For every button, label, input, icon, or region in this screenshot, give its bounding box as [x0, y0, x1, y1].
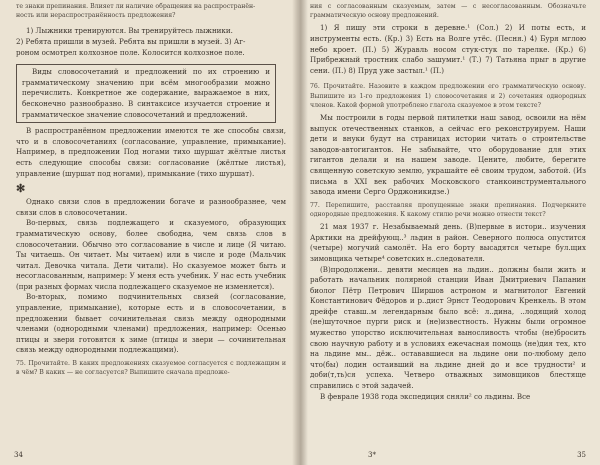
- page-number-right: 35: [577, 451, 586, 459]
- text-line: ность или нераспространённость предложения?: [16, 12, 176, 20]
- page-number-left: 34: [14, 451, 23, 459]
- right-page: [298, 0, 600, 465]
- exercise-77-text-part2: (В)продолжени.. девяти месяцев на льдин.. должны были жить и работать начальник полярной станции Иван Дмитриевич Папанин биолог Пётр Петрович Ширшов астроном и магнитолог Евгений Константинович Фёдоров и р..дист Эрнст Теодорович Кренкель. В этом дрейфе ставш..м легендарным было всё: л..дина, ..лодящий холод (не)шуточное пурги риск и (не)известность. Нужны были огромное мужество упорство исключительная выносливость чтобы (не)бросить свою научную работу и в условиях ежечасная помощь (не)дия тех, кто на льдине мы.. дёж.. остававшиеся на льдине они по-любому дело что(бы) лодин остаивший на льдине дней до и все трудности² и доби(т,ть)ся успеха. Четверо отважных зимовщиков блестяще справились с этой задачей.: [310, 264, 586, 391]
- paragraph-first-point: Во-первых, связь подлежащего и сказуемого, образующих грамматическую основу, более свободна, чем связь слов в словосочетании. Обычно это согласование в числе и лице (Я читаю. Ты читаешь. Он читает. Мы читаем) или в числе и роде (Мальчик читал. Девочка читала. Дети читали). Но сказуемое может быть и несогласованным, например: У меня есть учебник. У нас есть учебник (при разных формах числа подлежащего сказуемое не изменяется).: [16, 218, 286, 291]
- exercise-75-tail: ния с согласованным сказуемым, затем — с несогласованным. Обозначьте грамматическую основу предложений.: [310, 3, 586, 20]
- exercise-77-text-part3: В феврале 1938 года экспедиция сняли² со льдины. Все: [320, 391, 531, 401]
- exercise-77-text-part1: 21 мая 1937 г. Незабываемый день. (В)первые в истори.. изучения Арктики на дрейфующ..³ льдин в район. Северного полюса опустится (четыре) могучий самолёт. На его борту высадятся четыре бул.щих зимовщика четыре⁴ советских н..следователя.: [310, 222, 586, 263]
- exercise-74-tail: [16, 2, 286, 20]
- paragraph-second-point: Во-вторых, помимо подчинительных связей (согласование, управление, примыкание), которые есть и в словосочетании, в предложении бывает сочинительная связь между однородными членами (однородными членами) предложения, например: Осенью птицы и звери готовятся к зиме (птицы и звери — сочинительная связь между однородными подлежащими).: [16, 292, 286, 355]
- paragraph-richer-connections: Однако связи слов в предложении богаче и разнообразнее, чем связи слов в словосочетании.: [16, 197, 286, 217]
- exercise-76: 76. Прочитайте. Назовите в каждом предложении его грамматическую основу. Выпишите из 1-го предложения 1) словосочетания и 2) сочетания однородных членов. Какой формой употреблено глагола сказуемое в этом тексте?: [310, 83, 586, 109]
- example-line: 2) Ребята пришли в музей. Ребята вы пришли в музей. 3) Аг-: [16, 37, 246, 46]
- exercise-77: 77. Перепишите, расставляя пропущенные знаки препинания. Подчеркните однородные предложения. К какому стилю речи можно отнести текст?: [310, 201, 586, 218]
- example-line: роном осмотрел колхозное поле. Колосится колхозное поле.: [16, 47, 245, 57]
- signature-mark: 3*: [368, 451, 376, 459]
- paragraph-connection-types: В распространённом предложении имеются те же способы связи, что и в словосочетаниях (согласование, управление, примыкание). Например, в предложении Под ногами тихо шуршат жёлтые листья есть следующие способы связи: согласование (жёлтые листья), управление (шуршат под ногами), примыкание (тихо шуршат).: [16, 126, 286, 178]
- exercise-75-examples: 1) Я пишу эти строки в деревне.¹ (Сол.) 2) И поты есть, и инструменты есть. (Кр.) 3) Есть на Волге утёс. (Песня.) 4) Буря мглою небо кроет. (П.) 5) Журавль носом стук-стук по тарелке. (Кр.) 6) Прибрежный тростник слабо зашумит.¹ (Т.) 7) Татьяна прыг в другие сени. (П.) 8) Пруд уже застыл.¹ (П.): [310, 23, 586, 75]
- exercise-74-examples: [16, 26, 286, 58]
- book-gutter: [292, 0, 308, 465]
- exercise-76-text: Мы построили в годы первой пятилетки наш завод, освоили на нём выпуск отечественных станков, а сейчас его реконструируем. Наши дети и внуки будут на страницах истории читать о строительстве заводов-автогигантов. Не забывайте, что оборудование для этих гигантов делали и на нашем заводе. Цените, любите, берегите священную советскую землю, украшайте её своим трудом, заботой. (Из письма в XXI век рабочих Московского станкоинструментального завода имени Серго Орджоникидзе.): [310, 112, 586, 197]
- example-line: 1) Лыжники тренируются. Вы тренируйтесь лыжники.: [26, 26, 233, 36]
- text-line: те знаки препинания. Влияет ли наличие обращения на распространён-: [16, 3, 256, 10]
- left-page: [0, 0, 298, 465]
- theory-box: [16, 64, 276, 123]
- theory-box-text: Виды словосочетаний и предложений по их строению и грамматическому значению при всём многообразии можно перечислить. Конкретное же содержание, выражаемое в них, бесконечно разнообразно. В синтаксисе изучается строение и грамматическое значение словосочетаний и предложений.: [22, 67, 270, 119]
- asterisk-mark-icon: ✻: [16, 182, 26, 196]
- exercise-75: 75. Прочитайте. В каких предложениях сказуемое согласуется с подлежащим и в чём? В каких — не согласуется? Выпишите сначала предложе-: [16, 360, 286, 377]
